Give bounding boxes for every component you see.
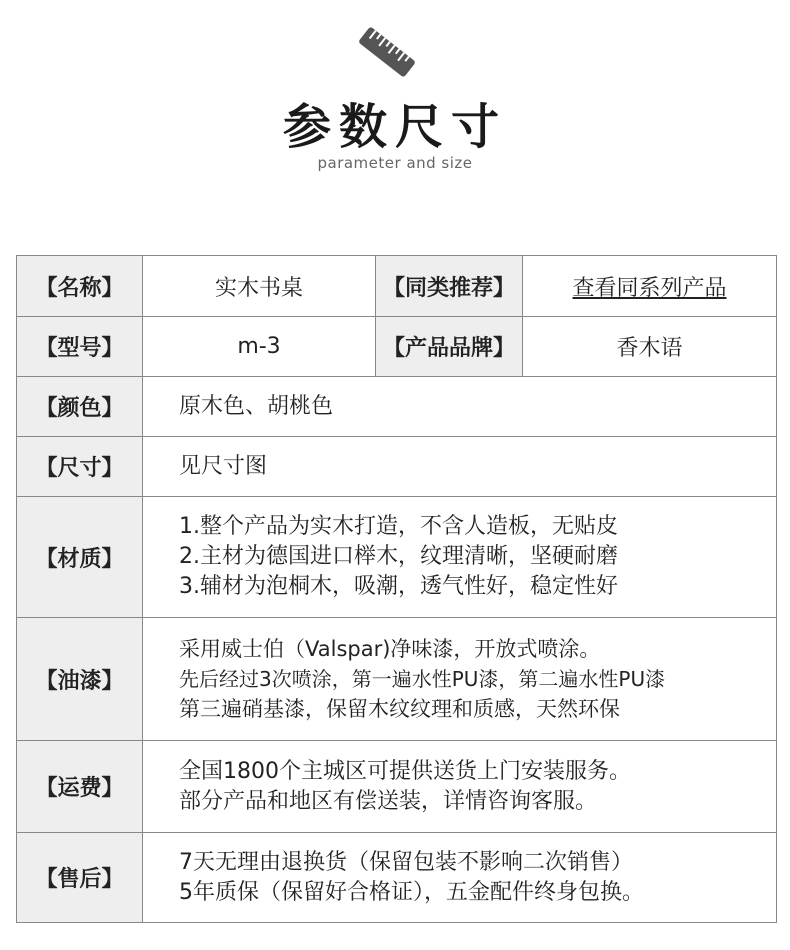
paint-line: 采用威士伯（Valspar)净味漆，开放式喷涂。 [179,637,601,661]
material-label: 【材质】 [17,497,143,618]
table-row [17,317,777,377]
model-label: 【型号】 [17,317,143,377]
table-row [17,741,777,833]
page-title: 参数尺寸 [282,99,507,155]
material-line: 1.整个产品为实木打造，不含人造板，无贴皮 [179,514,618,539]
name-value: 实木书桌 [143,256,376,317]
model-value: m-3 [143,317,376,377]
shipping-label: 【运费】 [17,741,143,833]
material-line: 2.主材为德国进口榉木，纹理清晰，坚硬耐磨 [179,544,618,569]
size-value: 见尺寸图 [143,437,777,497]
table-row [17,256,777,317]
paint-line: 第三遍硝基漆，保留木纹纹理和质感，天然环保 [179,697,620,721]
similar-cell [523,256,777,317]
brand-value: 香木语 [523,317,777,377]
paint-line: 先后经过3次喷涂，第一遍水性PU漆，第二遍水性PU漆 [179,667,666,691]
spec-table [16,255,777,923]
similar-label: 【同类推荐】 [376,256,523,317]
brand-label: 【产品品牌】 [376,317,523,377]
table-row [17,437,777,497]
color-label: 【颜色】 [17,377,143,437]
shipping-value [143,741,777,833]
material-value [143,497,777,618]
page-subtitle: parameter and size [317,154,473,172]
paint-label: 【油漆】 [17,618,143,741]
paint-value [143,618,777,741]
name-label: 【名称】 [17,256,143,317]
shipping-line: 部分产品和地区有偿送装，详情咨询客服。 [179,788,598,814]
view-series-link[interactable]: 查看同系列产品 [572,275,727,301]
ruler-icon [352,22,422,82]
color-value: 原木色、胡桃色 [143,377,777,437]
aftersale-value [143,833,777,923]
table-row [17,833,777,923]
aftersale-line: 7天无理由退换货（保留包装不影响二次销售） [179,849,633,875]
aftersale-line: 5年质保（保留好合格证），五金配件终身包换。 [179,879,644,905]
aftersale-label: 【售后】 [17,833,143,923]
table-row [17,497,777,618]
size-label: 【尺寸】 [17,437,143,497]
shipping-line: 全国1800个主城区可提供送货上门安装服务。 [179,758,631,784]
table-row [17,377,777,437]
table-row [17,618,777,741]
material-line: 3.辅材为泡桐木，吸潮，透气性好，稳定性好 [179,574,618,599]
